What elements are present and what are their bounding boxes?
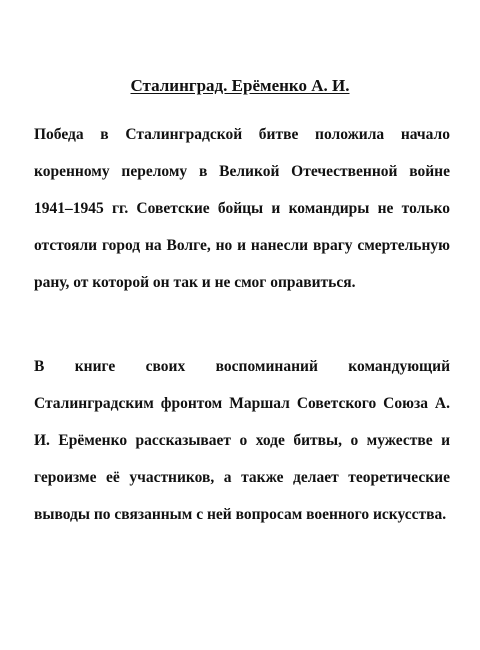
page-title: Сталинград. Ерёменко А. И. — [130, 76, 350, 95]
paragraph-intro: Победа в Сталинградской битве положила начало коренному перелому в Великой Отечественной войне 1941–1945 гг. Советские бойцы и командиры не только отстояли город на Волге, но и нанесли врагу смертельную рану, от которой он так и не смог оправиться. — [34, 126, 450, 291]
paragraph-book-description: В книге своих воспоминаний командующий Сталинградским фронтом Маршал Советского Союза А. И. Ерёменко рассказывает о ходе битвы, о мужестве и героизме её участников, а также делает теоретические выводы по связанным с ней вопросам военного искусства. — [34, 358, 450, 523]
